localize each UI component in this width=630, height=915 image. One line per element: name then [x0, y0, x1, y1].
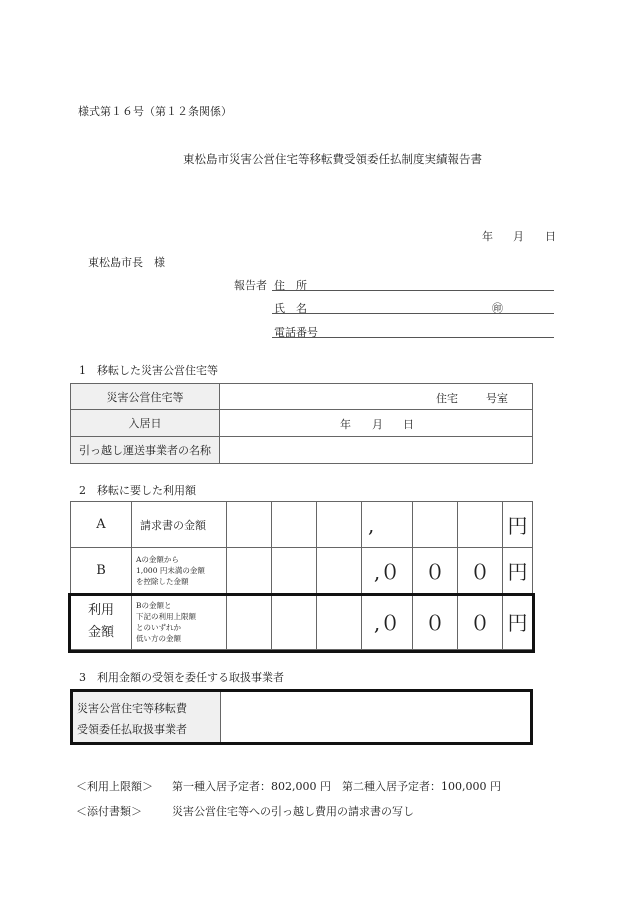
row-b-desc-line: Aの金額から — [136, 555, 179, 564]
row-c-zero: ０ — [413, 594, 458, 650]
handler-label-line: 受領委任払取扱事業者 — [77, 723, 187, 736]
form-number: 様式第１６号（第１２条関係） — [78, 105, 232, 118]
digit-cell[interactable] — [272, 502, 317, 548]
section2-heading: 2 移転に要した利用額 — [79, 484, 196, 497]
row-a-desc: 請求書の金額 — [132, 502, 227, 548]
limit-label: ＜利用上限額＞ — [76, 780, 153, 793]
move-in-month-label: 月 — [372, 418, 383, 431]
addressee: 東松島市長 様 — [88, 256, 165, 269]
digit-cell[interactable] — [227, 548, 272, 594]
row-a-yen: 円 — [503, 502, 533, 548]
row-c-desc-line: とのいずれか — [136, 622, 181, 632]
row-b-zero: ０ — [458, 548, 503, 594]
handler-label-line: 災害公営住宅等移転費 — [77, 702, 187, 715]
row-c-comma-zero: ,０ — [362, 594, 413, 650]
digit-cell[interactable] — [317, 548, 362, 594]
digit-cell[interactable] — [272, 548, 317, 594]
row-c-key-line: 金額 — [87, 624, 114, 640]
seal-mark: ㊞ — [492, 302, 503, 315]
row-c-desc-line: 低い方の金額 — [136, 633, 181, 643]
digit-cell[interactable] — [317, 502, 362, 548]
phone-line[interactable] — [272, 337, 554, 338]
digit-cell[interactable] — [458, 502, 503, 548]
row-b-desc-line: 1,000 円未満の金額 — [136, 566, 205, 575]
mover-name-cell[interactable] — [220, 437, 533, 464]
handler-value-cell[interactable] — [221, 692, 530, 742]
move-in-day-label: 日 — [403, 418, 414, 431]
limit-text: 第一種入居予定者：802,000 円 第二種入居予定者：100,000 円 — [172, 780, 501, 793]
move-in-date-cell[interactable] — [220, 410, 533, 437]
digit-cell[interactable] — [227, 502, 272, 548]
housing-value-cell[interactable] — [220, 384, 533, 410]
move-in-date-label: 入居日 — [71, 410, 220, 437]
move-in-year-label: 年 — [340, 418, 351, 431]
section1-heading: 1 移転した災害公営住宅等 — [79, 364, 218, 377]
mover-name-label: 引っ越し運送事業者の名称 — [71, 437, 220, 464]
digit-cell[interactable] — [227, 594, 272, 650]
digit-cell[interactable] — [317, 594, 362, 650]
housing-table — [70, 383, 533, 464]
address-label: 住 所 — [274, 279, 307, 292]
date-day-label: 日 — [545, 230, 556, 243]
row-b-zero: ０ — [413, 548, 458, 594]
housing-label: 災害公営住宅等 — [71, 384, 220, 410]
row-a-comma: , — [362, 502, 413, 548]
row-b-comma-zero: ,０ — [362, 548, 413, 594]
attachment-label: ＜添付書類＞ — [76, 805, 142, 818]
handler-label — [73, 692, 221, 742]
row-b-key: B — [71, 548, 132, 594]
section3-heading: 3 利用金額の受領を委任する取扱事業者 — [79, 671, 284, 684]
row-c-key — [71, 594, 132, 650]
housing-unit-label: 住宅 — [436, 392, 458, 405]
phone-label: 電話番号 — [274, 326, 318, 339]
row-c-desc-line: 下記の利用上限額 — [136, 611, 196, 621]
row-a-key: A — [71, 502, 132, 548]
address-line[interactable] — [272, 290, 554, 291]
date-month-label: 月 — [513, 230, 524, 243]
name-line[interactable] — [272, 313, 554, 314]
room-number-label: 号室 — [486, 392, 508, 405]
row-c-desc-line: Bの金額と — [136, 600, 172, 610]
document-title: 東松島市災害公営住宅等移転費受領委任払制度実績報告書 — [183, 152, 482, 166]
date-year-label: 年 — [482, 230, 493, 243]
amount-table — [70, 501, 533, 650]
row-b-yen: 円 — [503, 548, 533, 594]
row-c-desc — [132, 594, 227, 650]
row-c-key-line: 利用 — [87, 602, 114, 618]
row-c-zero: ０ — [458, 594, 503, 650]
digit-cell[interactable] — [413, 502, 458, 548]
handler-box — [70, 689, 533, 745]
reporter-label: 報告者 — [234, 279, 267, 292]
attachment-text: 災害公営住宅等への引っ越し費用の請求書の写し — [172, 805, 414, 818]
row-b-desc — [132, 548, 227, 594]
row-b-desc-line: を控除した金額 — [136, 577, 189, 586]
digit-cell[interactable] — [272, 594, 317, 650]
row-c-yen: 円 — [503, 594, 533, 650]
name-label: 氏 名 — [274, 302, 307, 315]
